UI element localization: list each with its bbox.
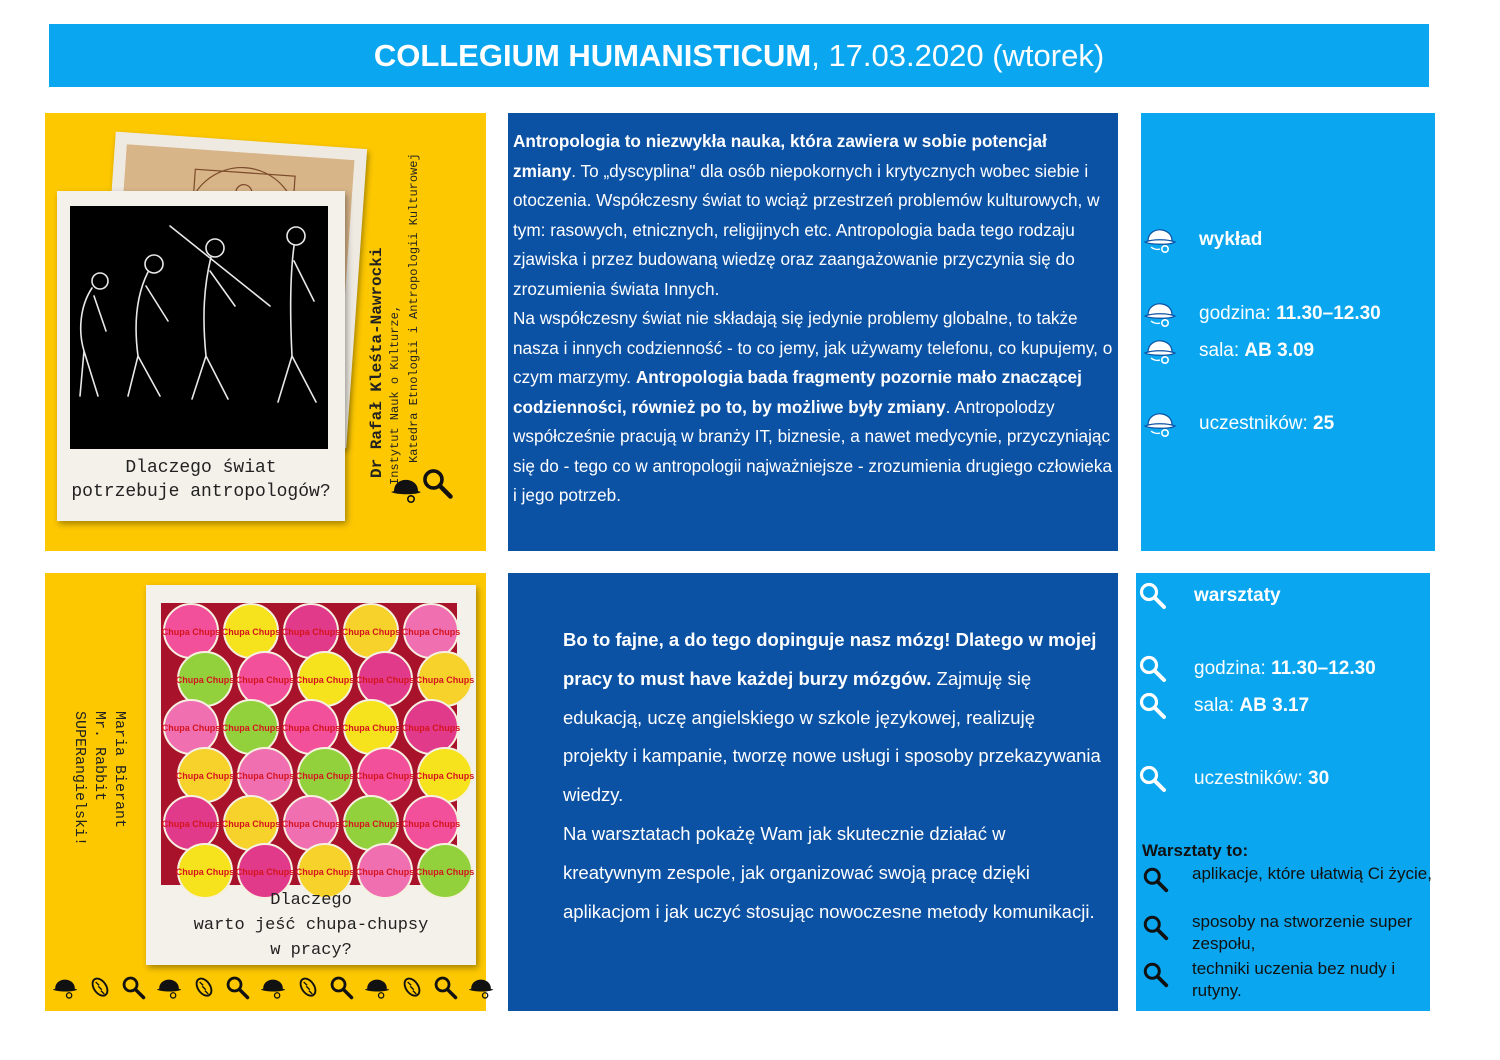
workshop-list-title: Warsztaty to: [1142,841,1249,860]
evolution-image [70,206,328,449]
workshop-list-item [1142,958,1427,1004]
magnifier-icon [1138,581,1172,611]
lecture-desc-text-3: . Antropolodzy współcześnie pracują w branży IT, biznesie, a nawet medycynie, przyczyniając się do - tego co w antropologii najważniejsze - zrozumienia drugiego człowieka i jego potrzeb. [513,396,1113,505]
lollipop-label: Chupa Chups [401,627,461,637]
lecture-desc-text-1: . To „dyscyplina" dla osób niepokornych i krytycznych wobec siebie i otoczenia. Współczesny świat to wciąż przestrzeń problemów kulturowych, w tym: rasowych, etnicznych, religijnych etc. Antropologia bada tego rodzaju zjawiska i przez budowaną wiedzę oraz zaangażowanie przyczynia się do zrozumienia świata Innych. [513,160,1100,299]
workshop-list-item [1142,863,1432,909]
lollipop-label: Chupa Chups [235,675,295,685]
workshop-caption-line-3: w pracy? [270,941,352,960]
workshop-room-label: sala: [1194,695,1240,716]
lollipop-label: Chupa Chups [281,627,341,637]
workshop-type: warsztaty [1194,585,1281,606]
lecture-time-value: 11.30–12.30 [1276,303,1381,324]
magnifier-icon [225,975,251,1001]
workshop-time-label: godzina: [1194,658,1272,679]
lecture-participants-row [1143,409,1335,439]
workshop-poster-panel [45,573,486,1011]
lecture-room-value: AB 3.09 [1244,340,1315,361]
detective-hat-icon [259,975,287,1001]
lollipop-label: Chupa Chups [355,867,415,877]
candy-polaroid [146,585,476,965]
header-title-date: , 17.03.2020 (wtorek) [811,37,1105,73]
magnifier-icon [329,975,355,1001]
footprint-icon [87,975,113,1001]
magnifier-icon [1138,764,1172,794]
workshop-time-row [1138,654,1376,684]
detective-hat-icon [1143,336,1177,366]
detective-hat-icon [155,975,183,1001]
magnifier-icon [1138,691,1172,721]
lecture-desc-bold-1: Antropologia to niezwykła nauka, która zawiera w sobie potencjał zmiany [513,131,1047,181]
lecture-type-row [1143,225,1263,255]
workshop-room-value: AB 3.17 [1239,695,1310,716]
detective-hat-icon [51,975,79,1001]
workshop-list-item [1142,911,1427,957]
magnifier-icon [433,975,459,1001]
detective-hat-icon [1143,299,1177,329]
lollipop-label: Chupa Chups [341,723,401,733]
workshop-list-item-text: techniki uczenia bez nudy i rutyny. [1192,959,1396,1000]
lecture-speaker-department: Katedra Etnologii i Antropologii Kulturowej [407,153,421,463]
lecture-description [513,127,1113,511]
workshop-description-panel [508,573,1118,1011]
magnifier-icon [121,975,147,1001]
candy-image [161,603,475,885]
detective-magnifier-icon [389,465,459,509]
lollipop-label: Chupa Chups [175,867,235,877]
lollipop-label: Chupa Chups [221,819,281,829]
lecture-room-row [1143,336,1315,366]
lollipop-label: Chupa Chups [401,819,461,829]
detective-hat-icon [1143,409,1177,439]
detective-hat-icon [1143,225,1177,255]
workshop-list-item-text: aplikacje, które ułatwią Ci życie, [1192,864,1432,883]
lollipop-label: Chupa Chups [415,675,475,685]
workshop-speaker [69,711,129,846]
lollipop-label: Chupa Chups [221,627,281,637]
workshop-polaroid-caption [146,888,476,963]
lollipop-label: Chupa Chups [175,771,235,781]
workshop-list-item-text: sposoby na stworzenie super zespołu, [1192,912,1413,953]
lecture-description-panel [508,113,1118,551]
lollipop-label: Chupa Chups [281,819,341,829]
lollipop-label: Chupa Chups [415,771,475,781]
lollipop-label: Chupa Chups [235,771,295,781]
workshop-caption-line-2: warto jeść chupa-chupsy [193,916,429,935]
lecture-participants-label: uczestników: [1199,413,1314,434]
workshop-type-row [1138,581,1281,611]
evolution-polaroid [57,191,345,521]
workshop-speaker-brand: SUPERangielski! [71,711,88,847]
footprint-icon [295,975,321,1001]
lecture-time-row [1143,299,1381,329]
magnifier-icon [1142,913,1170,943]
workshop-caption-line-1: Dlaczego [270,891,352,910]
lecture-desc-bold-2: Antropologia bada fragmenty pozornie mało znaczącej codzienności, również po to, by możliwe były zmiany [513,367,1082,417]
lollipop-label: Chupa Chups [341,627,401,637]
lollipop-label: Chupa Chups [341,819,401,829]
workshop-desc-bold: Bo to fajne, a do tego dopinguje nasz mózg! Dlatego w mojej pracy to must have każdej burzy mózgów. [563,629,1097,689]
lollipop-label: Chupa Chups [401,723,461,733]
lollipop-label: Chupa Chups [415,867,475,877]
lecture-room-label: sala: [1199,340,1245,361]
workshop-participants-value: 30 [1308,768,1330,789]
icon-strip [51,975,495,1001]
workshop-room-row [1138,691,1310,721]
workshop-desc-text-1: Zajmuję się edukacją, uczę angielskiego w szkole językowej, realizuję projekty i kampanie, tworzę nowe usługi i sposoby przekazywania wiedzy. [563,667,1101,806]
lollipop-label: Chupa Chups [235,867,295,877]
page-header [49,24,1429,87]
workshop-description [563,621,1103,931]
footprint-icon [399,975,425,1001]
lollipop-label: Chupa Chups [355,771,415,781]
lecture-type: wykład [1199,229,1263,250]
footprint-icon [191,975,217,1001]
lollipop-label: Chupa Chups [295,771,355,781]
detective-hat-icon [363,975,391,1001]
lollipop-label: Chupa Chups [161,723,221,733]
magnifier-icon [1138,654,1172,684]
lecture-info-panel [1141,113,1435,551]
magnifier-icon [1142,960,1170,990]
lecture-caption-line-2: potrzebuje antropologów? [71,482,331,502]
lollipop-label: Chupa Chups [281,723,341,733]
lollipop-label: Chupa Chups [161,819,221,829]
lollipop-label: Chupa Chups [295,675,355,685]
lecture-polaroid-caption [57,456,345,504]
workshop-info-panel [1136,573,1430,1011]
lecture-speaker-institute: Instytut Nauk o Kulturze, [388,304,402,485]
workshop-speaker-nick: Mr. Rabbit [91,711,108,802]
workshop-desc-text-2: Na warsztatach pokażę Wam jak skutecznie działać w kreatywnym zespole, jak organizować swoją pracę dzięki aplikacjom i jak uczyć stosując nowoczesne metody komunikacji. [563,822,1095,922]
lollipop-label: Chupa Chups [175,675,235,685]
lollipop-label: Chupa Chups [161,627,221,637]
lecture-poster-panel [45,113,486,551]
lollipop-label: Chupa Chups [221,723,281,733]
lollipop-label: Chupa Chups [355,675,415,685]
workshop-speaker-name: Maria Bierant [111,711,128,829]
lollipop-label: Chupa Chups [295,867,355,877]
header-title-bold: COLLEGIUM HUMANISTICUM [373,37,812,73]
lecture-time-label: godzina: [1199,303,1277,324]
detective-hat-icon [467,975,495,1001]
workshop-time-value: 11.30–12.30 [1271,658,1376,679]
lecture-participants-value: 25 [1313,413,1335,434]
magnifier-icon [1142,865,1170,895]
workshop-participants-label: uczestników: [1194,768,1309,789]
lecture-caption-line-1: Dlaczego świat [125,458,277,478]
lecture-speaker-name: Dr Rafał Kleśta-Nawrocki [368,247,386,478]
lecture-desc-text-2: Na współczesny świat nie składają się jedynie problemy globalne, to także nasza i innych codzienność - to co jemy, jak używamy telefonu, co kupujemy, o czym marzymy. [513,308,1113,387]
workshop-participants-row [1138,764,1330,794]
